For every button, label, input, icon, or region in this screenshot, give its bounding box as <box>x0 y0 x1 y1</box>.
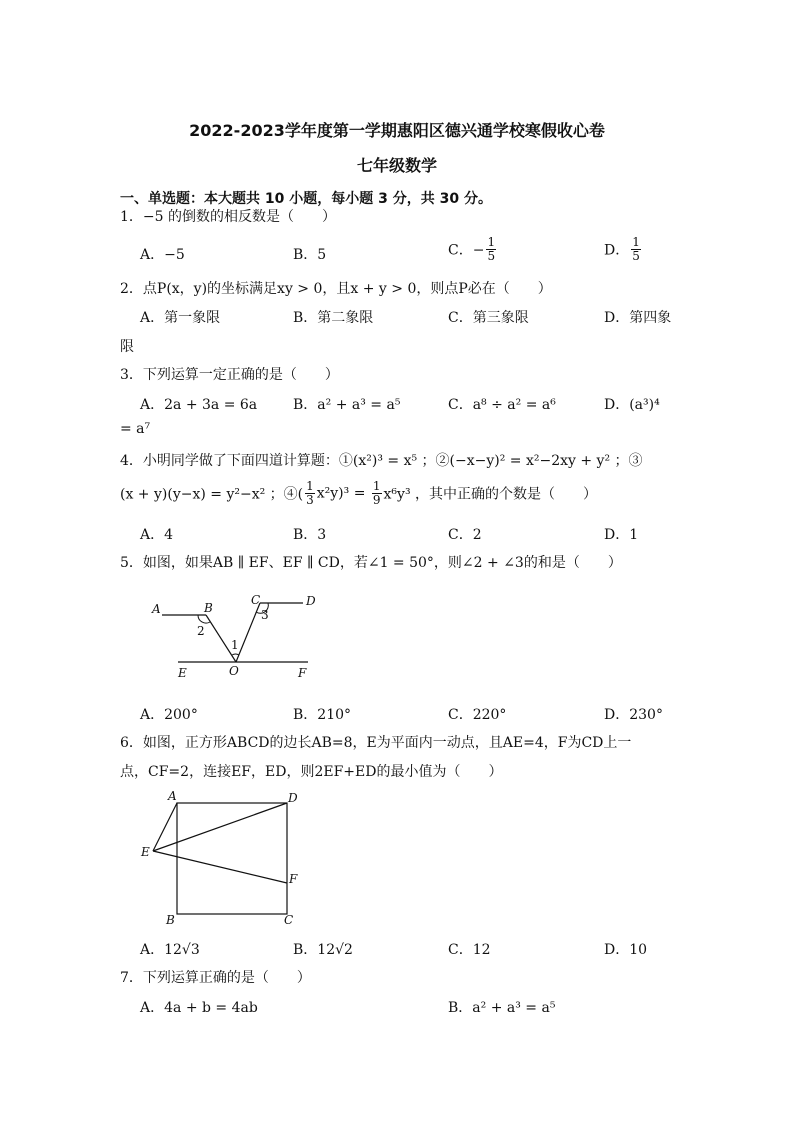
q5-label-f: F <box>298 666 307 680</box>
q5-option-d: D．230° <box>604 707 663 723</box>
question-3-text: 3．下列运算一定正确的是（ ） <box>120 367 339 383</box>
q2-option-d: D．第四象 <box>604 310 672 326</box>
exam-subtitle: 七年级数学 <box>356 156 437 175</box>
q2-option-b: B．第二象限 <box>293 310 374 326</box>
q5-label-o: O <box>229 664 239 678</box>
q6-option-b: B．12√2 <box>293 942 353 958</box>
exam-title: 2022-2023学年度第一学期惠阳区德兴通学校寒假收心卷 <box>189 121 605 140</box>
q5-label-b: B <box>204 601 213 615</box>
q5-option-a: A．200° <box>140 707 198 723</box>
q2-option-c: C．第三象限 <box>448 310 529 326</box>
question-6-line-2: 点，CF=2，连接EF，ED，则2EF+ED的最小值为（ ） <box>120 764 503 780</box>
q3-option-a: A．2a + 3a = 6a <box>140 397 258 413</box>
question-1-text: 1．−5 的倒数的相反数是（ ） <box>120 209 336 225</box>
q5-label-a: A <box>152 602 161 616</box>
q4-option-b: B．3 <box>293 527 327 543</box>
q5-option-b: B．210° <box>293 707 352 723</box>
q6-label-d: D <box>288 791 298 805</box>
question-5-text: 5．如图，如果AB ∥ EF、EF ∥ CD，若∠1 = 50°，则∠2 + ∠3的和是（ ） <box>120 555 622 571</box>
q5-label-c: C <box>251 593 261 607</box>
question-7-text: 7．下列运算正确的是（ ） <box>120 970 311 986</box>
q5-label-angle-2: 2 <box>197 624 205 638</box>
q7-option-b: B．a² + a³ = a⁵ <box>448 1000 556 1016</box>
q7-option-a: A．4a + b = 4ab <box>140 1000 258 1016</box>
q4-option-c: C．2 <box>448 527 482 543</box>
q3-option-b: B．a² + a³ = a⁵ <box>293 397 401 413</box>
q6-label-b: B <box>166 913 175 927</box>
q3-option-d-wrap: = a⁷ <box>120 421 151 437</box>
q6-label-f: F <box>289 872 298 886</box>
q2-option-a: A．第一象限 <box>140 310 221 326</box>
q6-square-figure <box>138 788 308 928</box>
q5-option-c: C．220° <box>448 707 507 723</box>
section-heading: 一、单选题：本大题共 10 小题，每小题 3 分，共 30 分。 <box>120 191 492 207</box>
q2-option-d-wrap: 限 <box>120 339 134 355</box>
q5-label-angle-3: 3 <box>261 608 269 622</box>
q5-parallel-lines-figure <box>140 585 340 685</box>
q5-label-d: D <box>306 594 316 608</box>
q1-option-c: C．− $\frac{1}{5}$ <box>448 235 496 263</box>
q5-label-e: E <box>178 666 187 680</box>
q6-label-c: C <box>284 913 294 927</box>
q5-label-angle-1: 1 <box>231 638 239 652</box>
question-4-line-1: 4．小明同学做了下面四道计算题：①(x²)³ = x⁵ ；②(−x−y)² = x²−2xy + y² ；③ <box>120 453 643 469</box>
q3-option-c: C．a⁸ ÷ a² = a⁶ <box>448 397 556 413</box>
q4-option-d: D．1 <box>604 527 639 543</box>
q1-option-b: B．5 <box>293 247 327 263</box>
question-4-line-2: (x + y)(y−x) = y²−x² ；④( $\frac{1}{3}$ x²y)³ = $\frac{1}{9}$ x⁶y³ ，其中正确的个数是（ ） <box>120 479 598 507</box>
q6-label-e: E <box>141 845 150 859</box>
q6-option-d: D．10 <box>604 942 648 958</box>
q1-option-a: A．−5 <box>140 247 185 263</box>
q3-option-d: D．(a³)⁴ <box>604 397 660 413</box>
q6-option-c: C．12 <box>448 942 491 958</box>
q6-label-a: A <box>168 789 177 803</box>
q6-option-a: A．12√3 <box>140 942 200 958</box>
question-6-line-1: 6．如图，正方形ABCD的边长AB=8，E为平面内一动点，且AE=4，F为CD上一 <box>120 735 632 751</box>
q4-option-a: A．4 <box>140 527 174 543</box>
question-2-text: 2．点P(x，y)的坐标满足xy > 0，且x + y > 0，则点P必在（ ） <box>120 281 552 297</box>
q1-option-d: D． $\frac{1}{5}$ <box>604 235 640 263</box>
